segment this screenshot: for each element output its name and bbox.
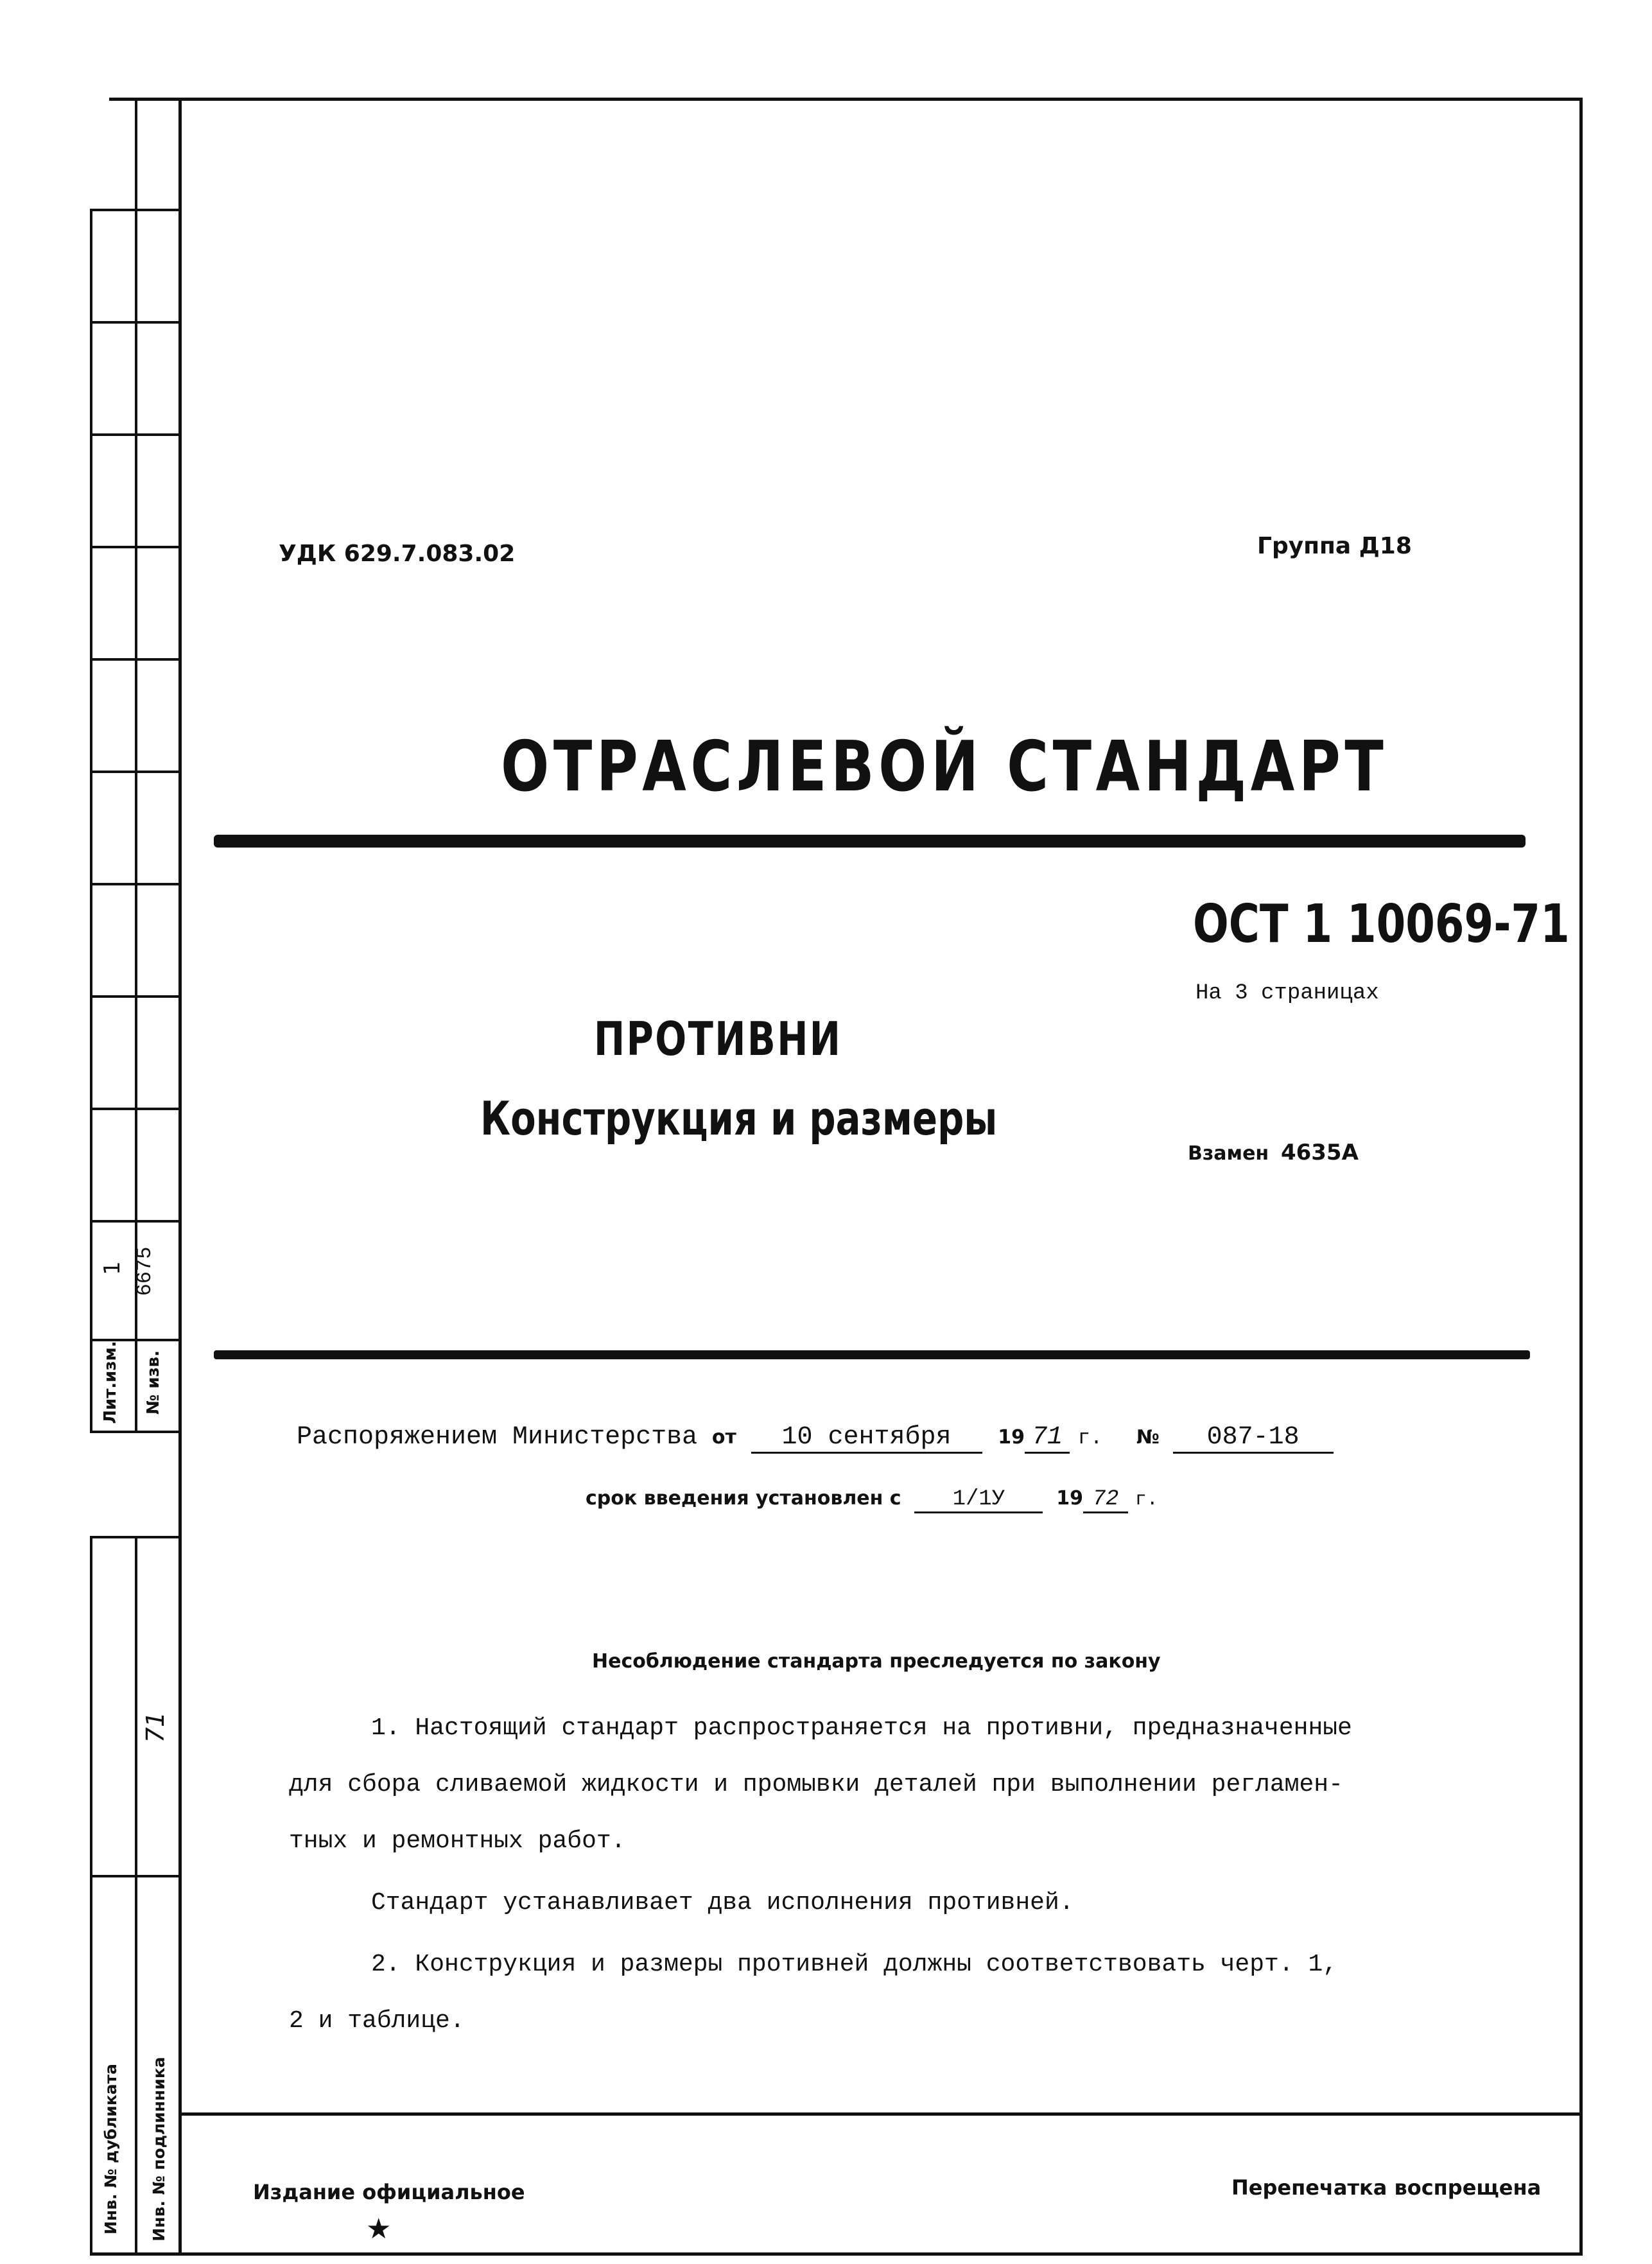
lower-stub-col-mid (135, 1536, 137, 2255)
footer-official-edition: Издание официальное (253, 2180, 525, 2204)
stub-row (90, 1431, 182, 1433)
order-prefix: Распоряжением Министерства (297, 1423, 698, 1452)
effective-prefix: срок введения установлен с (586, 1487, 901, 1510)
stub-row (90, 1220, 182, 1223)
frame-right (1579, 98, 1583, 2255)
legal-warning: Несоблюдение стандарта преследуется по закону (592, 1650, 1161, 1673)
frame-bottom (90, 2252, 1583, 2256)
stub-row (90, 1108, 182, 1110)
effective-date: 1/1У (914, 1487, 1043, 1513)
paragraph-1-line-2: для сбора сливаемой жидкости и промывки деталей при выполнении регламен- (289, 1771, 1343, 1798)
page-count: На 3 страницах (1196, 981, 1379, 1006)
paragraph-1-line-3: тных и ремонтных работ. (289, 1827, 626, 1855)
lower-stub-row (90, 1875, 182, 1877)
margin-change-value: 1 (100, 1261, 125, 1275)
stub-row (90, 433, 182, 436)
order-number: 087-18 (1173, 1423, 1334, 1454)
effective-year-prefix: 19 (1056, 1487, 1083, 1510)
order-year-prefix: 19 (998, 1426, 1025, 1449)
paragraph-1-line-1: 1. Настоящий стандарт распространяется на противни, предназначенные (371, 1714, 1352, 1742)
order-date: 10 сентября (751, 1423, 982, 1454)
order-year: 71 (1025, 1423, 1070, 1454)
frame-inner-left (178, 98, 182, 2255)
stub-row (90, 658, 182, 661)
margin-orig-label: Инв. № подлинника (150, 2057, 168, 2242)
order-number-label: № (1136, 1426, 1160, 1449)
margin-notice-label: № изв. (144, 1350, 163, 1415)
paragraph-3-line-2: 2 и таблице. (289, 2007, 465, 2035)
title-rule (214, 835, 1526, 848)
doc-number: ОСТ 1 10069-71 (1193, 894, 1570, 955)
star-icon: ★ (366, 2213, 392, 2245)
lower-stub-col-left (90, 1536, 92, 2255)
paragraph-2: Стандарт устанавливает два исполнения противней. (371, 1889, 1074, 1917)
order-from-label: от (711, 1426, 736, 1449)
margin-orig-value: 71 (141, 1711, 170, 1743)
frame-top (109, 98, 1581, 101)
paragraph-3-line-1: 2. Конструкция и размеры противней должны соответствовать черт. 1, (371, 1951, 1338, 1978)
order-year-suffix: г. (1077, 1426, 1103, 1450)
stub-col-left (90, 209, 92, 1433)
effective-year: 72 (1083, 1487, 1128, 1513)
replaces-block (1188, 1140, 1359, 1165)
stub-row (90, 771, 182, 773)
margin-dup-label: Инв. № дубликата (101, 2064, 120, 2234)
stub-row (90, 209, 182, 211)
margin-notice-value: 6675 (133, 1246, 157, 1296)
effective-line (586, 1485, 1158, 1513)
subject-subtitle: Конструкция и размеры (480, 1092, 998, 1145)
footer-separator (178, 2112, 1583, 2116)
replaces-label: Взамен (1188, 1142, 1269, 1165)
order-line (297, 1420, 1334, 1454)
replaces-value: 4635А (1280, 1140, 1359, 1165)
effective-year-suffix: г. (1135, 1489, 1158, 1511)
udk-code: УДК 629.7.083.02 (279, 541, 516, 567)
stub-row (90, 321, 182, 324)
subject-title: ПРОТИВНИ (594, 1012, 842, 1066)
document-title: ОТРАСЛЕВОЙ СТАНДАРТ (501, 727, 1388, 807)
stub-col-right (135, 98, 137, 1433)
section-rule (214, 1350, 1530, 1359)
footer-reprint-prohibited: Перепечатка воспрещена (1231, 2175, 1542, 2200)
stub-row (90, 883, 182, 885)
group-code: Группа Д18 (1257, 533, 1412, 559)
margin-change-label: Лит.изм. (101, 1341, 120, 1424)
stub-row (90, 546, 182, 548)
stub-row (90, 995, 182, 998)
